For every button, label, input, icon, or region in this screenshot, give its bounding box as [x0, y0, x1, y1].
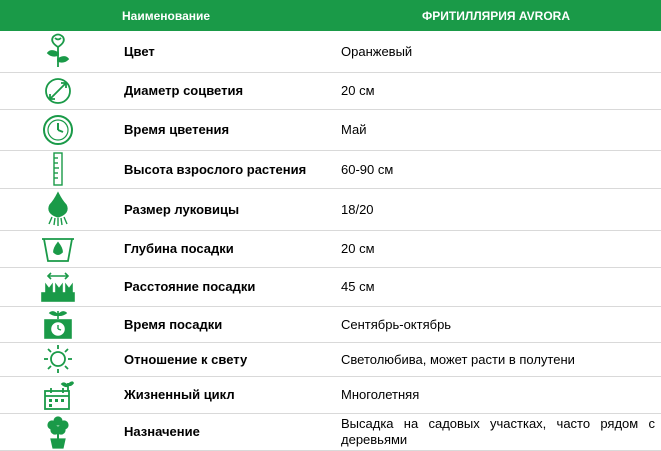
- param-label: Цвет: [124, 43, 155, 59]
- param-value: 20 см: [341, 83, 375, 98]
- spacing-icon: [0, 267, 116, 306]
- param-label: Глубина посадки: [124, 241, 234, 256]
- param-value: Многолетняя: [341, 387, 420, 402]
- param-value: 18/20: [341, 201, 374, 217]
- param-label: Отношение к свету: [124, 351, 248, 367]
- param-label: Высота взрослого растения: [124, 161, 307, 177]
- param-value: Высадка на садовых участках, часто рядом с деревьями: [341, 415, 655, 447]
- table-row: [0, 413, 661, 450]
- bulb-icon: [0, 188, 116, 230]
- header-name: Наименование: [122, 8, 211, 23]
- param-value: 20 см: [341, 241, 375, 256]
- param-value: 60-90 см: [341, 161, 394, 177]
- table-row: [0, 72, 661, 109]
- flower-pot-icon: [0, 413, 116, 450]
- param-label: Время посадки: [124, 316, 223, 332]
- ruler-icon: [0, 150, 116, 188]
- table-row: [0, 109, 661, 150]
- param-label: Размер луковицы: [124, 201, 240, 217]
- param-value: Май: [341, 122, 367, 137]
- planting-time-icon: [0, 306, 116, 342]
- clock-icon: [0, 109, 116, 150]
- table-row: [0, 342, 661, 376]
- param-value: 45 см: [341, 279, 375, 294]
- header-value: ФРИТИЛЛЯРИЯ AVRORA: [422, 8, 570, 23]
- table-row: [0, 230, 661, 267]
- param-label: Жизненный цикл: [124, 387, 235, 402]
- table-row: [0, 188, 661, 230]
- param-label: Назначение: [124, 424, 200, 439]
- table-header: [0, 0, 661, 31]
- param-value: Оранжевый: [341, 43, 413, 59]
- param-label: Время цветения: [124, 122, 230, 137]
- header-icon-column: [0, 0, 116, 31]
- planting-depth-icon: [0, 230, 116, 267]
- param-value: Светолюбива, может расти в полутени: [341, 351, 575, 367]
- table-row: [0, 31, 661, 72]
- table-row: [0, 306, 661, 342]
- rose-icon: [0, 31, 116, 72]
- sun-icon: [0, 342, 116, 376]
- table-row: [0, 376, 661, 413]
- diameter-icon: [0, 72, 116, 109]
- table-row: [0, 150, 661, 188]
- param-label: Расстояние посадки: [124, 279, 256, 294]
- param-value: Сентябрь-октябрь: [341, 316, 452, 332]
- calendar-sprout-icon: [0, 376, 116, 413]
- table-row: [0, 267, 661, 306]
- param-label: Диаметр соцветия: [124, 83, 244, 98]
